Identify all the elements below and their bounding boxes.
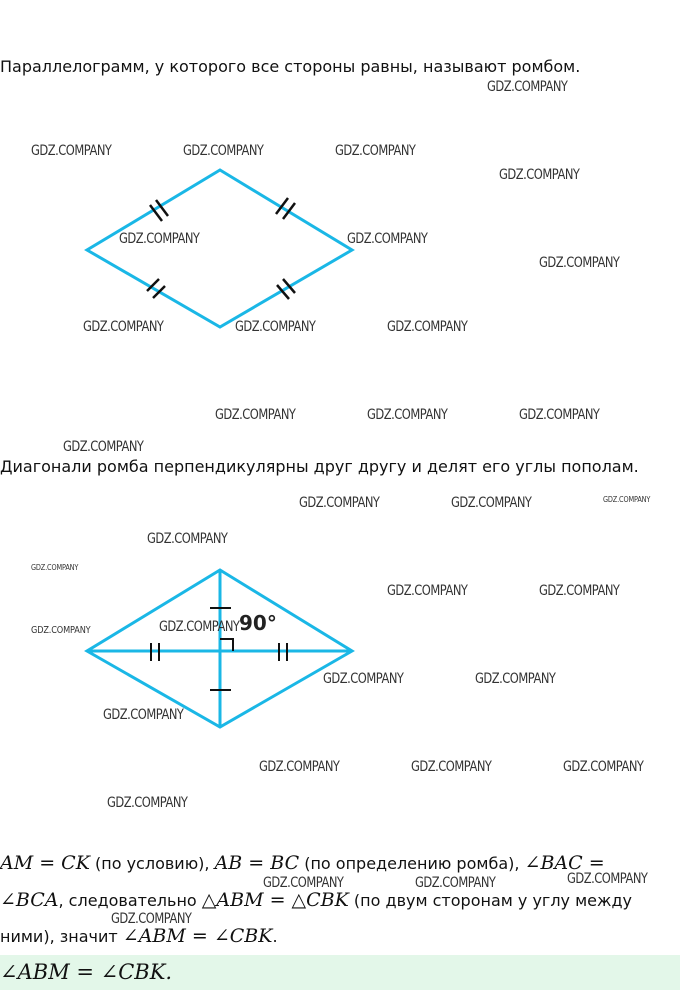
watermark: GDZ.COMPANY bbox=[83, 319, 164, 335]
watermark: GDZ.COMPANY bbox=[335, 143, 416, 159]
watermark: GDZ.COMPANY bbox=[567, 871, 648, 887]
watermark: GDZ.COMPANY bbox=[107, 795, 188, 811]
watermark: GDZ.COMPANY bbox=[539, 255, 620, 271]
watermark: GDZ.COMPANY bbox=[387, 583, 468, 599]
watermark: GDZ.COMPANY bbox=[451, 495, 532, 511]
watermark: GDZ.COMPANY bbox=[387, 319, 468, 335]
watermark: GDZ.COMPANY bbox=[235, 319, 316, 335]
math-angles-equal: ∠ABM = ∠CBK bbox=[122, 925, 273, 947]
diagonals-property-text: Диагонали ромба перпендикулярны друг другу и делят его углы пополам. bbox=[0, 457, 639, 476]
watermark: GDZ.COMPANY bbox=[415, 875, 496, 891]
proof-text: . bbox=[272, 927, 278, 946]
proof-text: (по определению ромба), bbox=[299, 854, 525, 873]
watermark: GDZ.COMPANY bbox=[411, 759, 492, 775]
watermark: GDZ.COMPANY bbox=[563, 759, 644, 775]
angle-label-90: 90° bbox=[239, 611, 277, 635]
watermark: GDZ.COMPANY bbox=[475, 671, 556, 687]
math-angle-bac: ∠BAC = bbox=[524, 852, 605, 874]
watermark: GDZ.COMPANY bbox=[183, 143, 264, 159]
watermark: GDZ.COMPANY bbox=[159, 619, 240, 635]
watermark: GDZ.COMPANY bbox=[499, 167, 580, 183]
math-am-ck: AM = CK bbox=[0, 852, 90, 874]
watermark: GDZ.COMPANY bbox=[519, 407, 600, 423]
proof-text: , следовательно bbox=[58, 891, 202, 910]
math-ab-bc: AB = BC bbox=[214, 852, 300, 874]
proof-text: (по условию), bbox=[89, 854, 215, 873]
watermark: GDZ.COMPANY bbox=[31, 143, 112, 159]
watermark: GDZ.COMPANY bbox=[119, 231, 200, 247]
answer-text: ∠ABM = ∠CBK. bbox=[0, 960, 173, 984]
watermark: GDZ.COMPANY bbox=[147, 531, 228, 547]
watermark: GDZ.COMPANY bbox=[323, 671, 404, 687]
math-angle-bca: ∠BCA bbox=[0, 889, 59, 911]
proof-text: ними), значит bbox=[0, 927, 123, 946]
watermark: GDZ.COMPANY bbox=[31, 563, 79, 572]
watermark: GDZ.COMPANY bbox=[299, 495, 380, 511]
watermark: GDZ.COMPANY bbox=[111, 911, 192, 927]
watermark: GDZ.COMPANY bbox=[539, 583, 620, 599]
math-triangles-equal: △ABM = △CBK bbox=[201, 889, 349, 911]
proof-line-2 bbox=[0, 890, 632, 911]
watermark: GDZ.COMPANY bbox=[603, 495, 651, 504]
watermark: GDZ.COMPANY bbox=[487, 79, 568, 95]
definition-text: Параллелограмм, у которого все стороны равны, называют ромбом. bbox=[0, 57, 581, 76]
watermark: GDZ.COMPANY bbox=[347, 231, 428, 247]
proof-text: (по двум сторонам у углу между bbox=[348, 891, 632, 910]
watermark: GDZ.COMPANY bbox=[367, 407, 448, 423]
watermark: GDZ.COMPANY bbox=[259, 759, 340, 775]
watermark: GDZ.COMPANY bbox=[103, 707, 184, 723]
watermark: GDZ.COMPANY bbox=[63, 439, 144, 455]
right-angle-marker bbox=[220, 639, 233, 651]
watermark: GDZ.COMPANY bbox=[215, 407, 296, 423]
watermark: GDZ.COMPANY bbox=[263, 875, 344, 891]
proof-line-1 bbox=[0, 853, 605, 874]
proof-line-3 bbox=[0, 926, 278, 947]
watermark: GDZ.COMPANY bbox=[31, 625, 91, 636]
